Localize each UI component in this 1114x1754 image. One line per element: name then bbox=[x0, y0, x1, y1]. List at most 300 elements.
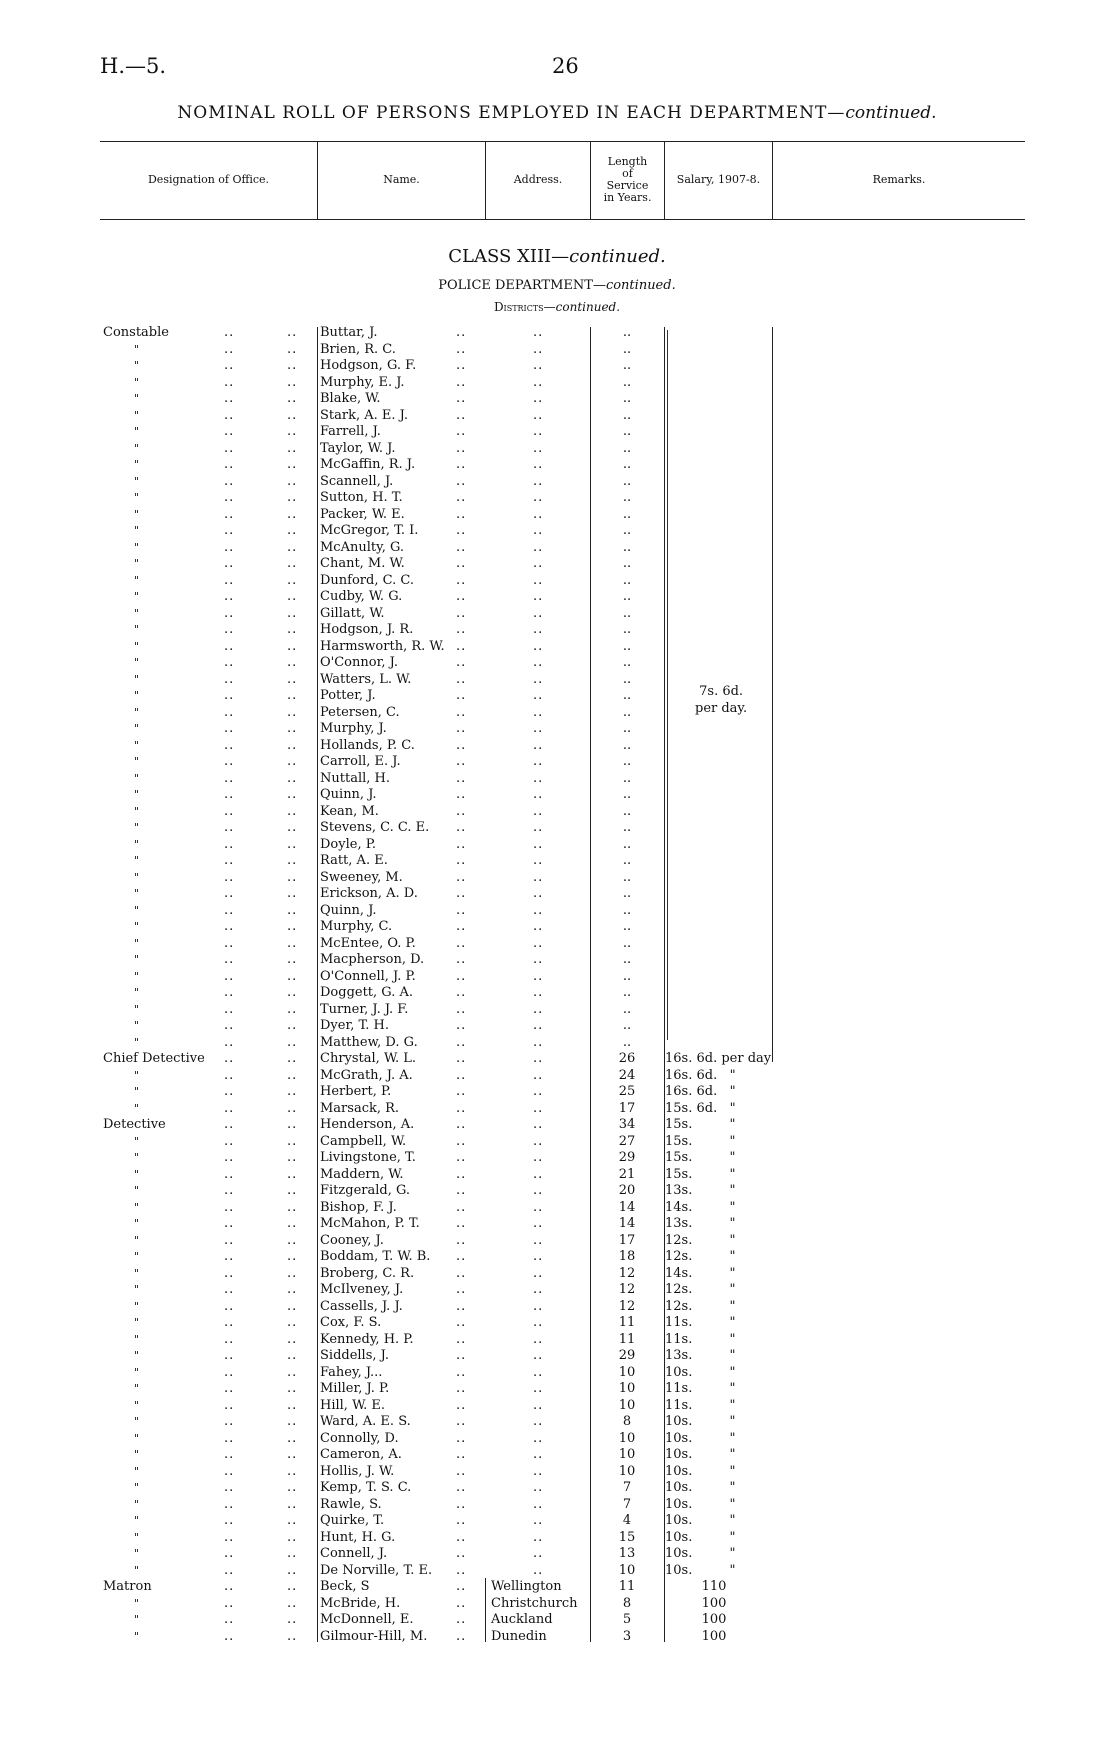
salary-cell: 15s. " bbox=[665, 1150, 736, 1165]
designation-cell: " bbox=[134, 1283, 140, 1296]
service-cell: .. bbox=[622, 787, 632, 802]
salary-cell: 15s. " bbox=[665, 1117, 736, 1132]
leader-dots: .. bbox=[224, 688, 235, 703]
leader-dots: .. bbox=[287, 622, 298, 637]
service-cell: .. bbox=[622, 539, 632, 555]
leader-dots: .. bbox=[224, 638, 235, 654]
name-cell: Connolly, D. bbox=[320, 1430, 399, 1446]
leader-dots: .. bbox=[533, 688, 544, 703]
leader-dots: .. bbox=[287, 1562, 298, 1578]
leader-dots: .. bbox=[456, 968, 467, 984]
leader-dots: .. bbox=[224, 952, 235, 967]
leader-dots: .. bbox=[456, 1595, 467, 1611]
service-cell: .. bbox=[622, 968, 632, 984]
leader-dots: .. bbox=[224, 770, 235, 786]
table-row bbox=[0, 820, 1114, 837]
name-cell: McGrath, J. A. bbox=[320, 1067, 413, 1083]
service-cell: .. bbox=[622, 407, 632, 423]
table-row bbox=[0, 886, 1114, 903]
constable-salary-line: 7s. 6d. bbox=[699, 684, 744, 699]
page-number: 26 bbox=[552, 54, 579, 78]
name-cell: Marsack, R. bbox=[320, 1100, 400, 1116]
leader-dots: .. bbox=[456, 1612, 467, 1627]
leader-dots: .. bbox=[287, 1034, 298, 1050]
table-row bbox=[0, 1596, 1114, 1613]
salary-cell: 10s. " bbox=[665, 1496, 736, 1512]
table-row bbox=[0, 936, 1114, 953]
table-row bbox=[0, 1183, 1114, 1200]
leader-dots: .. bbox=[224, 671, 235, 687]
leader-dots: .. bbox=[287, 1348, 298, 1363]
leader-dots: .. bbox=[287, 1249, 298, 1264]
leader-dots: .. bbox=[456, 1381, 467, 1396]
service-cell: 24 bbox=[618, 1067, 636, 1083]
leader-dots: .. bbox=[456, 803, 467, 819]
designation-cell: " bbox=[134, 1151, 140, 1164]
leader-dots: .. bbox=[533, 1529, 544, 1545]
leader-dots: .. bbox=[533, 1100, 544, 1116]
name-cell: Murphy, C. bbox=[320, 919, 393, 934]
leader-dots: .. bbox=[533, 1513, 544, 1528]
leader-dots: .. bbox=[287, 1232, 298, 1248]
designation-cell: " bbox=[134, 969, 140, 983]
leader-dots: .. bbox=[224, 1562, 235, 1578]
designation-cell: " bbox=[134, 1563, 140, 1577]
designation-cell: " bbox=[134, 1299, 140, 1313]
table-row bbox=[0, 1068, 1114, 1085]
leader-dots: .. bbox=[533, 1018, 544, 1033]
name-cell: Fitzgerald, G. bbox=[320, 1183, 411, 1198]
leader-dots: .. bbox=[533, 1166, 544, 1182]
name-cell: Maddern, W. bbox=[320, 1166, 404, 1182]
table-row bbox=[0, 952, 1114, 969]
leader-dots: .. bbox=[456, 1018, 467, 1033]
header-service-line: in Years. bbox=[603, 191, 652, 204]
leader-dots: .. bbox=[456, 985, 467, 1000]
salary-cell: 10s. " bbox=[665, 1513, 736, 1528]
table-row bbox=[0, 523, 1114, 540]
leader-dots: .. bbox=[533, 589, 544, 604]
name-cell: Erickson, A. D. bbox=[320, 886, 418, 901]
leader-dots: .. bbox=[456, 902, 467, 918]
leader-dots: .. bbox=[456, 424, 467, 439]
name-cell: Beck, S bbox=[320, 1579, 370, 1594]
header-name: Name. bbox=[383, 173, 420, 186]
designation-cell: " bbox=[134, 1349, 140, 1362]
table-row bbox=[0, 969, 1114, 986]
service-cell: .. bbox=[622, 985, 632, 1000]
leader-dots: .. bbox=[533, 1447, 544, 1462]
page-identifier: H.—5. bbox=[100, 54, 167, 78]
designation-cell: " bbox=[134, 540, 140, 554]
leader-dots: .. bbox=[456, 869, 467, 885]
table-row bbox=[0, 573, 1114, 590]
designation-cell: " bbox=[134, 491, 140, 504]
leader-dots: .. bbox=[224, 1117, 235, 1132]
name-cell: Dyer, T. H. bbox=[320, 1018, 390, 1033]
leader-dots: .. bbox=[287, 853, 298, 868]
header-remarks: Remarks. bbox=[872, 173, 926, 186]
table-row bbox=[0, 672, 1114, 689]
service-cell: 27 bbox=[618, 1133, 636, 1149]
leader-dots: .. bbox=[224, 1199, 235, 1215]
leader-dots: .. bbox=[533, 1265, 544, 1281]
name-cell: Broberg, C. R. bbox=[320, 1265, 415, 1281]
salary-cell: 10s. " bbox=[665, 1364, 736, 1380]
address-cell: Auckland bbox=[491, 1612, 553, 1627]
salary-cell: 10s. " bbox=[665, 1414, 736, 1429]
salary-cell: 11s. " bbox=[665, 1315, 736, 1330]
table-row bbox=[0, 919, 1114, 936]
address-cell: Wellington bbox=[491, 1579, 562, 1594]
designation-cell: " bbox=[134, 1464, 140, 1478]
leader-dots: .. bbox=[224, 1133, 235, 1149]
leader-dots: .. bbox=[287, 556, 298, 571]
designation-cell: " bbox=[134, 1431, 140, 1445]
name-cell: O'Connor, J. bbox=[320, 655, 398, 670]
leader-dots: .. bbox=[224, 1447, 235, 1462]
designation-cell: " bbox=[134, 672, 140, 686]
leader-dots: .. bbox=[287, 1067, 298, 1083]
service-cell: .. bbox=[622, 457, 632, 472]
leader-dots: .. bbox=[533, 770, 544, 786]
leader-dots: .. bbox=[224, 1579, 235, 1594]
name-cell: Gillatt, W. bbox=[320, 605, 385, 621]
leader-dots: .. bbox=[287, 737, 298, 753]
leader-dots: .. bbox=[224, 902, 235, 918]
leader-dots: .. bbox=[287, 440, 298, 456]
table-row bbox=[0, 771, 1114, 788]
leader-dots: .. bbox=[533, 325, 544, 340]
service-cell: .. bbox=[622, 638, 632, 654]
leader-dots: .. bbox=[456, 1282, 467, 1297]
leader-dots: .. bbox=[224, 572, 235, 588]
table-row bbox=[0, 1216, 1114, 1233]
table-row bbox=[0, 1200, 1114, 1217]
address-cell: Dunedin bbox=[491, 1628, 547, 1644]
designation-cell: " bbox=[134, 606, 140, 620]
service-cell: .. bbox=[622, 704, 632, 720]
leader-dots: .. bbox=[287, 1513, 298, 1528]
leader-dots: .. bbox=[533, 919, 544, 934]
leader-dots: .. bbox=[533, 1199, 544, 1215]
service-cell: .. bbox=[622, 721, 632, 736]
department-title-text: POLICE DEPARTMENT— bbox=[438, 278, 606, 293]
leader-dots: .. bbox=[456, 1579, 467, 1594]
leader-dots: .. bbox=[287, 1414, 298, 1429]
leader-dots: .. bbox=[224, 886, 235, 901]
leader-dots: .. bbox=[533, 902, 544, 918]
designation-cell: " bbox=[134, 1596, 140, 1610]
leader-dots: .. bbox=[533, 1150, 544, 1165]
leader-dots: .. bbox=[287, 1496, 298, 1512]
service-cell: .. bbox=[622, 770, 632, 786]
designation-cell: " bbox=[134, 920, 140, 933]
leader-dots: .. bbox=[224, 407, 235, 423]
designation-cell: " bbox=[134, 854, 140, 867]
constable-salary-line: per day. bbox=[695, 701, 748, 716]
leader-dots: .. bbox=[287, 985, 298, 1000]
leader-dots: .. bbox=[456, 655, 467, 670]
leader-dots: .. bbox=[224, 836, 235, 852]
designation-cell: " bbox=[134, 639, 140, 653]
service-cell: 17 bbox=[618, 1100, 636, 1116]
table-row bbox=[0, 1282, 1114, 1299]
table-row bbox=[0, 853, 1114, 870]
name-cell: O'Connell, J. P. bbox=[320, 968, 416, 984]
leader-dots: .. bbox=[456, 1414, 467, 1429]
leader-dots: .. bbox=[456, 671, 467, 687]
table-row bbox=[0, 1431, 1114, 1448]
name-cell: Chant, M. W. bbox=[320, 556, 405, 571]
leader-dots: .. bbox=[224, 1100, 235, 1116]
designation-cell: " bbox=[134, 936, 140, 950]
leader-dots: .. bbox=[533, 869, 544, 885]
name-cell: Watters, L. W. bbox=[320, 671, 412, 687]
salary-cell: 11s. " bbox=[665, 1397, 736, 1413]
leader-dots: .. bbox=[224, 341, 235, 357]
leader-dots: .. bbox=[287, 506, 298, 522]
district-title bbox=[0, 300, 1114, 314]
leader-dots: .. bbox=[456, 374, 467, 390]
leader-dots: .. bbox=[224, 853, 235, 868]
leader-dots: .. bbox=[533, 341, 544, 357]
page-heading-text: NOMINAL ROLL OF PERSONS EMPLOYED IN EACH DEPARTMENT— bbox=[177, 103, 846, 123]
table-row bbox=[0, 457, 1114, 474]
leader-dots: .. bbox=[533, 1414, 544, 1429]
salary-cell: 12s. " bbox=[665, 1232, 736, 1248]
designation-cell: " bbox=[134, 1167, 140, 1181]
designation-cell: " bbox=[134, 1398, 140, 1412]
table-row bbox=[0, 1563, 1114, 1580]
leader-dots: .. bbox=[456, 1463, 467, 1479]
service-cell: 10 bbox=[618, 1381, 636, 1396]
salary-cell: 10s. " bbox=[665, 1546, 736, 1561]
leader-dots: .. bbox=[287, 688, 298, 703]
leader-dots: .. bbox=[224, 457, 235, 472]
leader-dots: .. bbox=[287, 374, 298, 390]
leader-dots: .. bbox=[533, 671, 544, 687]
leader-dots: .. bbox=[287, 1133, 298, 1149]
leader-dots: .. bbox=[224, 1513, 235, 1528]
leader-dots: .. bbox=[456, 935, 467, 951]
leader-dots: .. bbox=[224, 1496, 235, 1512]
table-row bbox=[0, 804, 1114, 821]
table-row bbox=[0, 441, 1114, 458]
name-cell: Scannell, J. bbox=[320, 473, 394, 489]
leader-dots: .. bbox=[533, 754, 544, 769]
name-cell: Murphy, E. J. bbox=[320, 374, 405, 390]
leader-dots: .. bbox=[456, 853, 467, 868]
leader-dots: .. bbox=[533, 655, 544, 670]
designation-cell: " bbox=[134, 903, 140, 917]
leader-dots: .. bbox=[533, 787, 544, 802]
leader-dots: .. bbox=[287, 473, 298, 489]
leader-dots: .. bbox=[287, 1150, 298, 1165]
leader-dots: .. bbox=[224, 787, 235, 802]
name-cell: Hunt, H. G. bbox=[320, 1529, 396, 1545]
leader-dots: .. bbox=[287, 1612, 298, 1627]
leader-dots: .. bbox=[287, 523, 298, 538]
leader-dots: .. bbox=[224, 1612, 235, 1627]
leader-dots: .. bbox=[533, 622, 544, 637]
leader-dots: .. bbox=[224, 1282, 235, 1297]
name-cell: Stark, A. E. J. bbox=[320, 407, 408, 423]
table-row bbox=[0, 870, 1114, 887]
salary-cell: 10s. " bbox=[665, 1529, 736, 1545]
leader-dots: .. bbox=[533, 1051, 544, 1066]
leader-dots: .. bbox=[533, 1232, 544, 1248]
leader-dots: .. bbox=[456, 1067, 467, 1083]
name-cell: Kemp, T. S. C. bbox=[320, 1480, 412, 1495]
leader-dots: .. bbox=[456, 391, 467, 406]
class-title bbox=[0, 246, 1114, 267]
leader-dots: .. bbox=[456, 1315, 467, 1330]
name-cell: Doggett, G. A. bbox=[320, 985, 414, 1000]
table-row bbox=[0, 1299, 1114, 1316]
name-cell: Chrystal, W. L. bbox=[320, 1051, 417, 1066]
leader-dots: .. bbox=[224, 1529, 235, 1545]
designation-cell: " bbox=[134, 804, 140, 818]
designation-cell: " bbox=[134, 887, 140, 900]
leader-dots: .. bbox=[287, 1216, 298, 1231]
leader-dots: .. bbox=[533, 1348, 544, 1363]
leader-dots: .. bbox=[224, 1628, 235, 1644]
leader-dots: .. bbox=[533, 424, 544, 439]
designation-cell: Constable bbox=[103, 325, 169, 340]
designation-cell: " bbox=[134, 392, 140, 405]
table-row bbox=[0, 1530, 1114, 1547]
service-cell: .. bbox=[622, 803, 632, 819]
service-cell: 10 bbox=[618, 1447, 636, 1462]
salary-cell: 16s. 6d. " bbox=[665, 1067, 736, 1083]
designation-cell: " bbox=[134, 837, 140, 851]
service-cell: 10 bbox=[618, 1430, 636, 1446]
page-heading bbox=[0, 103, 1114, 123]
service-cell: .. bbox=[622, 325, 632, 340]
table-row bbox=[0, 639, 1114, 656]
service-cell: .. bbox=[622, 473, 632, 489]
service-cell: 18 bbox=[618, 1249, 636, 1264]
header-service bbox=[591, 141, 664, 219]
leader-dots: .. bbox=[456, 688, 467, 703]
leader-dots: .. bbox=[287, 968, 298, 984]
page-heading-continued: continued. bbox=[845, 103, 937, 123]
leader-dots: .. bbox=[456, 539, 467, 555]
leader-dots: .. bbox=[224, 1166, 235, 1182]
leader-dots: .. bbox=[533, 985, 544, 1000]
name-cell: Macpherson, D. bbox=[320, 952, 425, 967]
leader-dots: .. bbox=[224, 754, 235, 769]
leader-dots: .. bbox=[224, 919, 235, 934]
designation-cell: Detective bbox=[103, 1117, 166, 1132]
service-cell: .. bbox=[622, 754, 632, 769]
service-cell: .. bbox=[622, 935, 632, 951]
service-cell: 11 bbox=[618, 1315, 636, 1330]
leader-dots: .. bbox=[224, 1183, 235, 1198]
leader-dots: .. bbox=[224, 803, 235, 819]
table-row bbox=[0, 754, 1114, 771]
leader-dots: .. bbox=[287, 1381, 298, 1396]
service-cell: 7 bbox=[622, 1480, 632, 1495]
service-cell: .. bbox=[622, 688, 632, 703]
service-cell: .. bbox=[622, 572, 632, 588]
leader-dots: .. bbox=[224, 589, 235, 604]
service-cell: 25 bbox=[618, 1084, 636, 1099]
leader-dots: .. bbox=[456, 737, 467, 753]
designation-cell: " bbox=[134, 722, 140, 735]
name-cell: Stevens, C. C. E. bbox=[320, 820, 430, 835]
table-row bbox=[0, 1464, 1114, 1481]
service-cell: 21 bbox=[618, 1166, 636, 1182]
leader-dots: .. bbox=[456, 473, 467, 489]
leader-dots: .. bbox=[224, 1430, 235, 1446]
service-cell: .. bbox=[622, 1034, 632, 1050]
leader-dots: .. bbox=[287, 1546, 298, 1561]
designation-cell: " bbox=[134, 1134, 140, 1148]
table-row bbox=[0, 507, 1114, 524]
leader-dots: .. bbox=[533, 1463, 544, 1479]
leader-dots: .. bbox=[287, 1364, 298, 1380]
leader-dots: .. bbox=[224, 968, 235, 984]
leader-dots: .. bbox=[456, 1051, 467, 1066]
leader-dots: .. bbox=[533, 1282, 544, 1297]
leader-dots: .. bbox=[533, 1216, 544, 1231]
leader-dots: .. bbox=[533, 935, 544, 951]
table-row bbox=[0, 721, 1114, 738]
designation-cell: " bbox=[134, 755, 140, 768]
leader-dots: .. bbox=[533, 704, 544, 720]
leader-dots: .. bbox=[533, 506, 544, 522]
service-cell: 10 bbox=[618, 1397, 636, 1413]
leader-dots: .. bbox=[224, 358, 235, 373]
leader-dots: .. bbox=[456, 1117, 467, 1132]
header-bottom-rule bbox=[100, 219, 1025, 220]
leader-dots: .. bbox=[456, 1001, 467, 1017]
leader-dots: .. bbox=[456, 1232, 467, 1248]
service-cell: 8 bbox=[622, 1595, 632, 1611]
table-row bbox=[0, 490, 1114, 507]
leader-dots: .. bbox=[287, 655, 298, 670]
designation-cell: " bbox=[134, 1547, 140, 1560]
name-cell: Henderson, A. bbox=[320, 1117, 415, 1132]
designation-cell: " bbox=[134, 1266, 140, 1280]
leader-dots: .. bbox=[224, 1067, 235, 1083]
salary-cell: 13s. " bbox=[665, 1183, 736, 1198]
leader-dots: .. bbox=[456, 1183, 467, 1198]
leader-dots: .. bbox=[224, 985, 235, 1000]
name-cell: Rawle, S. bbox=[320, 1496, 382, 1512]
leader-dots: .. bbox=[224, 1051, 235, 1066]
designation-cell: " bbox=[134, 458, 140, 471]
designation-cell: " bbox=[134, 1101, 140, 1115]
table-row bbox=[0, 1101, 1114, 1118]
leader-dots: .. bbox=[456, 704, 467, 720]
service-cell: 17 bbox=[618, 1232, 636, 1248]
name-cell: Kean, M. bbox=[320, 803, 379, 819]
leader-dots: .. bbox=[456, 1546, 467, 1561]
leader-dots: .. bbox=[533, 605, 544, 621]
name-cell: McGaffin, R. J. bbox=[320, 457, 416, 472]
salary-cell: 12s. " bbox=[665, 1249, 736, 1264]
leader-dots: .. bbox=[224, 539, 235, 555]
designation-cell: " bbox=[134, 689, 140, 702]
class-title-text: CLASS XIII— bbox=[448, 246, 570, 267]
leader-dots: .. bbox=[287, 1051, 298, 1066]
designation-cell: " bbox=[134, 1415, 140, 1428]
salary-cell: 15s. " bbox=[665, 1133, 736, 1149]
name-cell: Cudby, W. G. bbox=[320, 589, 403, 604]
